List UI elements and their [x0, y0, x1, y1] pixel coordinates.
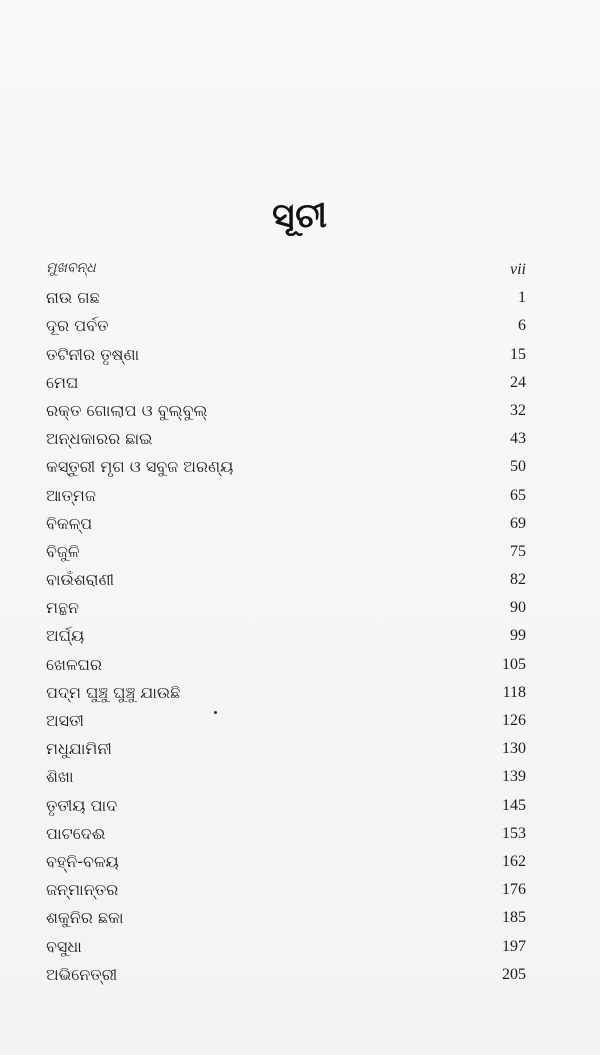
- toc-entry: [46, 286, 526, 314]
- toc-entry-title: କସ୍ତୁରୀ ମୃଗ ଓ ସବୁଜ ଅରଣ୍ୟ: [46, 457, 234, 477]
- toc-entry: [46, 258, 526, 286]
- toc-entry-page: 90: [510, 599, 526, 617]
- toc-entry: [46, 540, 526, 568]
- toc-entry-page: 75: [510, 542, 526, 560]
- toc-entry-title: ଆତ୍ମଜ: [46, 485, 96, 505]
- toc-entry-title: ଖେଳଘର: [46, 654, 103, 674]
- toc-entry-title: ବହ୍ନି-ବଳୟ: [46, 851, 119, 871]
- toc-entry-title: ପଦ୍ମ ଘୁଞ୍ଚୁ ଘୁଞ୍ଚୁ ଯାଉଛି: [46, 682, 181, 702]
- toc-entry-page: 1: [518, 289, 526, 307]
- toc-entry-page: 162: [502, 852, 526, 870]
- toc-entry-title: ତଟିନୀର ତୃଷ୍ଣା: [46, 344, 140, 364]
- toc-entry-title: ତୃତୀୟ ପାଦ: [46, 795, 118, 815]
- toc-entry-page: 139: [502, 768, 526, 786]
- toc-entry: [46, 371, 526, 399]
- toc-entry-page: 24: [510, 373, 526, 391]
- toc-entry: [46, 653, 526, 681]
- toc-entry-title: ବାଉଁଶରାଣୀ: [46, 570, 115, 590]
- toc-entry-page: 105: [502, 655, 526, 673]
- toc-entry-title: ଅନ୍ଧକାରର ଛାଇ: [46, 429, 153, 449]
- toc-entry-title: ମୁଖବନ୍ଧ: [46, 260, 96, 276]
- toc-entry-title: ମେଘ: [46, 372, 79, 392]
- toc-entry: [46, 681, 526, 709]
- toc-entry-title: ରକ୍ତ ଗୋଲାପ ଓ ବୁଲ୍‌ବୁଲ୍: [46, 400, 208, 420]
- toc-entry-page: vii: [510, 261, 526, 278]
- toc-entry-title: ପାଟଦେଈ: [46, 823, 106, 843]
- toc-entry: [46, 624, 526, 652]
- toc-entry-page: 99: [510, 627, 526, 645]
- toc-entry: [46, 906, 526, 934]
- toc-entry: [46, 568, 526, 596]
- toc-entry: [46, 709, 526, 737]
- table-of-contents: [46, 258, 526, 991]
- toc-entry-page: 15: [510, 345, 526, 363]
- toc-entry: [46, 850, 526, 878]
- toc-entry: [46, 878, 526, 906]
- toc-entry: [46, 399, 526, 427]
- toc-entry-title: ବିକଳ୍ପ: [46, 513, 93, 533]
- toc-entry-page: 65: [510, 486, 526, 504]
- toc-entry: [46, 484, 526, 512]
- toc-entry-title: ଶକୁନିର ଛକା: [46, 908, 124, 928]
- toc-entry: [46, 343, 526, 371]
- toc-entry: [46, 455, 526, 483]
- toc-entry: [46, 314, 526, 342]
- toc-entry-title: ନାଉ ଗଛ: [46, 288, 100, 308]
- toc-entry-page: 185: [502, 909, 526, 927]
- toc-entry: [46, 794, 526, 822]
- toc-entry-page: 153: [502, 824, 526, 842]
- toc-entry-page: 126: [502, 712, 526, 729]
- toc-entry: [46, 596, 526, 624]
- ink-speck: [214, 711, 217, 714]
- toc-entry-title: ଅସତୀ: [46, 711, 84, 730]
- toc-entry-page: 197: [502, 937, 526, 955]
- toc-entry: [46, 963, 526, 991]
- toc-entry-page: 43: [510, 430, 526, 448]
- toc-entry-page: 176: [502, 881, 526, 899]
- toc-entry-page: 82: [510, 571, 526, 589]
- toc-entry: [46, 822, 526, 850]
- toc-entry-page: 6: [518, 317, 526, 335]
- toc-entry-title: ଜନ୍ମାନ୍ତର: [46, 880, 119, 900]
- toc-entry-page: 130: [502, 740, 526, 758]
- toc-entry-title: ଅଭିନେତ୍ରୀ: [46, 964, 118, 984]
- toc-entry-title: ମଧୁଯାମିନୀ: [46, 739, 112, 759]
- toc-entry-title: ଅର୍ଘ୍ୟ: [46, 626, 85, 646]
- toc-entry: [46, 737, 526, 765]
- toc-entry-page: 145: [502, 796, 526, 814]
- toc-entry-title: ମନ୍ଥନ: [46, 598, 80, 618]
- toc-entry: [46, 935, 526, 963]
- toc-entry-page: 32: [510, 401, 526, 419]
- toc-entry: [46, 512, 526, 540]
- toc-entry-title: ଦୂର ପର୍ବତ: [46, 316, 109, 336]
- toc-entry: [46, 765, 526, 793]
- toc-entry-title: ଶିଖା: [46, 767, 74, 787]
- toc-entry-page: 118: [502, 683, 526, 701]
- page-title: ସୂଚୀ: [272, 196, 328, 236]
- toc-entry-page: 50: [510, 458, 526, 476]
- toc-entry-page: 205: [502, 965, 526, 983]
- toc-entry: [46, 427, 526, 455]
- toc-entry-title: ବସୁଧା: [46, 936, 82, 956]
- toc-entry-page: 69: [510, 514, 526, 532]
- toc-entry-title: ବିଜୁଳି: [46, 541, 80, 561]
